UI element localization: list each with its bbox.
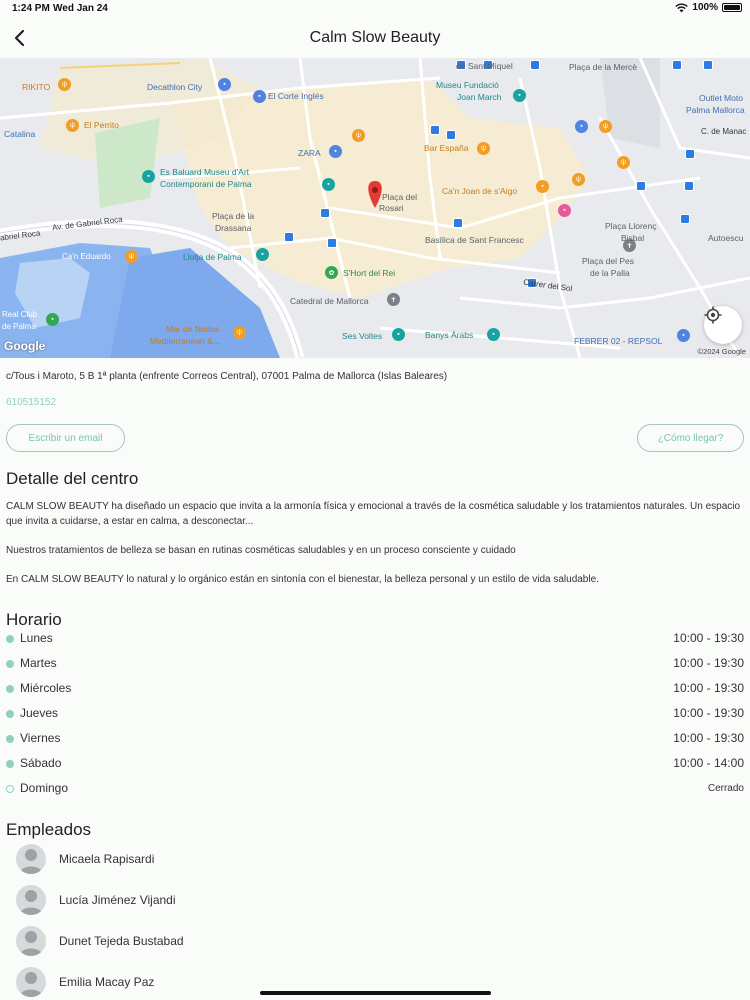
schedule-day: Sábado [20, 756, 62, 770]
schedule-row [6, 731, 744, 751]
open-status-dot [6, 685, 14, 693]
open-status-dot [6, 660, 14, 668]
map-label: Catedral de Mallorca [290, 296, 369, 306]
schedule-row [6, 756, 744, 776]
map-label: Plaça Llorenç [605, 221, 657, 231]
schedule-day: Miércoles [20, 681, 72, 695]
directions-button[interactable]: ¿Cómo llegar? [637, 424, 744, 452]
map-label: Ses Voltes [342, 331, 383, 341]
crosshair-icon [704, 306, 722, 324]
employee-item[interactable] [16, 925, 184, 957]
bus-stop-icon[interactable] [703, 60, 713, 70]
map-label: Banys Àrabs [425, 330, 474, 340]
employee-name: Emilia Macay Paz [59, 975, 155, 989]
restaurant-marker-icon[interactable]: ψ [477, 142, 490, 155]
restaurant-marker-icon[interactable]: ψ [233, 326, 246, 339]
map-label: Bisbal [621, 233, 645, 243]
closed-status-dot [6, 785, 14, 793]
schedule-day: Jueves [20, 706, 59, 720]
map-label: abriel Roca [0, 228, 41, 243]
map-background [0, 58, 750, 358]
bus-stop-icon[interactable] [680, 214, 690, 224]
map-label: El Corte Inglés [268, 91, 324, 101]
shopping-marker-icon[interactable]: ▪ [575, 120, 588, 133]
status-bar [0, 0, 750, 18]
bus-stop-icon[interactable] [327, 238, 337, 248]
employee-name: Dunet Tejeda Bustabad [59, 934, 184, 948]
schedule-day: Martes [20, 656, 57, 670]
map-label: de Sant Miquel [456, 61, 513, 71]
restaurant-marker-icon[interactable]: ψ [599, 120, 612, 133]
map-label: Real Club [2, 310, 38, 319]
map-label: Carrer del Sol [522, 277, 573, 294]
map-label: Plaça de la Mercè [569, 62, 638, 72]
bus-stop-icon[interactable] [320, 208, 330, 218]
status-time: 1:24 PM [12, 3, 50, 14]
restaurant-marker-icon[interactable]: ψ [617, 156, 630, 169]
detail-paragraph: En CALM SLOW BEAUTY lo natural y lo orgánico están en sintonía con el bienestar, la belleza personal y un estilo de vida saludable. [6, 574, 599, 585]
open-status-dot [6, 735, 14, 743]
map-copyright: ©2024 Google [697, 347, 746, 356]
avatar [16, 885, 46, 915]
schedule-hours: 10:00 - 19:30 [673, 681, 744, 695]
landmark-marker-icon[interactable]: ▪ [392, 328, 405, 341]
schedule-row [6, 781, 744, 801]
detail-section-title: Detalle del centro [6, 469, 139, 488]
hotel-marker-icon[interactable]: ▪ [558, 204, 571, 217]
home-indicator[interactable] [260, 991, 491, 995]
sports-club-marker-icon[interactable]: ▪ [46, 313, 59, 326]
person-silhouette-icon [16, 885, 46, 915]
map-label: Llotja de Palma [183, 252, 242, 262]
open-status-dot [6, 760, 14, 768]
schedule-day: Domingo [20, 781, 69, 795]
map-label: Autoescu [708, 233, 744, 243]
schedule-hours: 10:00 - 19:30 [673, 731, 744, 745]
church-marker-icon[interactable]: ✝ [387, 293, 400, 306]
address-text: c/Tous i Maroto, 5 B 1ª planta (enfrente Correos Central), 07001 Palma de Mallorca (Islas Baleares) [6, 371, 448, 382]
landmark-marker-icon[interactable]: ▪ [487, 328, 500, 341]
map-label: Plaça del Pes [582, 256, 634, 266]
shopping-marker-icon[interactable]: ▪ [329, 145, 342, 158]
shopping-marker-icon[interactable]: ▪ [253, 90, 266, 103]
map-label: RIKITO [22, 82, 51, 92]
schedule-hours: 10:00 - 14:00 [673, 756, 744, 770]
schedule-row [6, 656, 744, 676]
map-label: Mar de Nudos [166, 324, 220, 334]
map-label: Museu Fundació [436, 80, 499, 90]
google-logo: Google [4, 339, 46, 353]
bus-stop-icon[interactable] [284, 232, 294, 242]
church-marker-icon[interactable]: ✝ [623, 239, 636, 252]
map-label: Outlet Moto [699, 93, 743, 103]
wifi-icon [675, 3, 688, 13]
detail-paragraph: CALM SLOW BEAUTY ha diseñado un espacio que invita a la armonía física y emocional a través de la cosmética saludable y los tratamientos naturales. Un espacio que invita a cuidarse, a estar en calma, a desconectar... [6, 501, 741, 527]
map-label: Plaça del [382, 192, 417, 202]
map-label: Basílica de Sant Francesc [425, 235, 524, 245]
shopping-marker-icon[interactable]: ▪ [218, 78, 231, 91]
museum-marker-icon[interactable]: ▪ [513, 89, 526, 102]
employee-item[interactable] [16, 843, 154, 875]
map-label: Contemporani de Palma [160, 179, 252, 189]
museum-marker-icon[interactable]: ▪ [142, 170, 155, 183]
cafe-marker-icon[interactable]: ▪ [536, 180, 549, 193]
bus-stop-icon[interactable] [430, 125, 440, 135]
schedule-hours: Cerrado [707, 783, 744, 794]
schedule-section-title: Horario [6, 610, 62, 629]
employee-name: Micaela Rapisardi [59, 852, 155, 866]
my-location-button[interactable] [704, 306, 742, 344]
map-label: Drassana [215, 223, 252, 233]
map-label: de la Palla [590, 268, 630, 278]
location-map[interactable] [0, 58, 750, 358]
map-label: Es Baluard Museu d'Art [160, 167, 250, 177]
status-indicators [675, 2, 742, 13]
schedule-hours: 10:00 - 19:30 [673, 706, 744, 720]
map-label: ZARA [298, 148, 321, 158]
landmark-marker-icon[interactable]: ▪ [256, 248, 269, 261]
restaurant-marker-icon[interactable]: ψ [66, 119, 79, 132]
employee-name: Lucía Jiménez Vijandi [59, 893, 176, 907]
map-label: Ca'n Eduardo [62, 252, 111, 261]
open-status-dot [6, 710, 14, 718]
avatar [16, 926, 46, 956]
schedule-row [6, 706, 744, 726]
map-label: Plaça de la [212, 211, 255, 221]
employee-item[interactable] [16, 884, 176, 916]
map-label: FEBRER 02 - REPSOL [574, 336, 663, 346]
map-label: C. de Manac [701, 127, 747, 136]
battery-icon [722, 3, 742, 12]
schedule-hours: 10:00 - 19:30 [673, 631, 744, 645]
schedule-hours: 10:00 - 19:30 [673, 656, 744, 670]
detail-paragraph: Nuestros tratamientos de belleza se basan en rutinas cosméticas saludables y en un proceso consciente y cuidado [6, 545, 516, 556]
map-label: Mediterranean &... [150, 336, 220, 346]
bus-stop-icon[interactable] [446, 130, 456, 140]
page-title: Calm Slow Beauty [309, 29, 441, 46]
battery-percent: 100% [692, 2, 718, 13]
employee-item[interactable] [16, 966, 154, 998]
bus-stop-icon[interactable] [684, 181, 694, 191]
navigation-bar [0, 18, 750, 58]
status-date: Wed Jan 24 [53, 3, 108, 14]
person-silhouette-icon [16, 926, 46, 956]
map-label: Catalina [4, 129, 36, 139]
bus-stop-icon[interactable] [685, 149, 695, 159]
map-label: El Perrito [84, 120, 119, 130]
avatar [16, 967, 46, 997]
restaurant-marker-icon[interactable]: ψ [125, 250, 138, 263]
email-button[interactable]: Escribir un email [6, 424, 125, 452]
avatar [16, 844, 46, 874]
map-label: Bar España [424, 143, 469, 153]
map-label: Rosari [379, 203, 404, 213]
bus-stop-icon[interactable] [636, 181, 646, 191]
landmark-marker-icon[interactable]: ▪ [322, 178, 335, 191]
schedule-day: Lunes [20, 631, 53, 645]
map-label: Ca'n Joan de s'Aigo [442, 186, 518, 196]
map-label: Joan March [457, 92, 502, 102]
schedule-day: Viernes [20, 731, 61, 745]
bus-stop-icon[interactable] [672, 60, 682, 70]
schedule-row [6, 681, 744, 701]
person-silhouette-icon [16, 844, 46, 874]
map-label: S'Hort del Rei [343, 268, 396, 278]
open-status-dot [6, 635, 14, 643]
map-label: Av. de Gabriel Roca [51, 214, 124, 233]
restaurant-marker-icon[interactable]: ψ [58, 78, 71, 91]
employees-section-title: Empleados [6, 820, 92, 839]
restaurant-marker-icon[interactable]: ψ [352, 129, 365, 142]
park-marker-icon[interactable]: ✿ [325, 266, 338, 279]
bus-stop-icon[interactable] [453, 218, 463, 228]
bus-stop-icon[interactable] [530, 60, 540, 70]
phone-link[interactable]: 610515152 [6, 397, 57, 408]
person-silhouette-icon [16, 967, 46, 997]
map-label: Decathlon City [147, 82, 203, 92]
schedule-row [6, 631, 744, 651]
map-label: Palma Mallorca [686, 105, 745, 115]
restaurant-marker-icon[interactable]: ψ [572, 173, 585, 186]
gas-station-marker-icon[interactable]: ▪ [677, 329, 690, 342]
map-label: de Palma [2, 322, 36, 331]
